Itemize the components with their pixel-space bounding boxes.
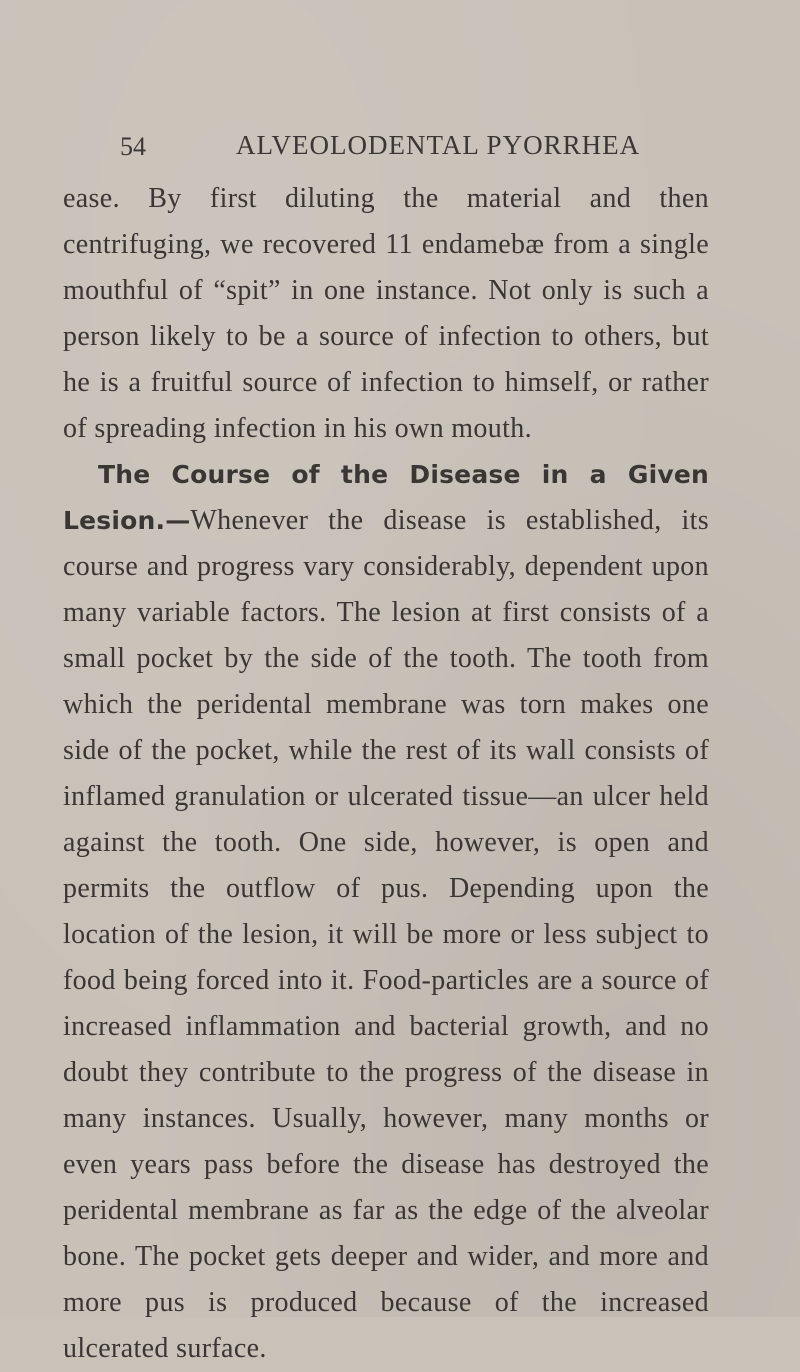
- section-heading: The Course of the Disease in a Given Lesion.—: [63, 460, 709, 535]
- running-title: ALVEOLODENTAL PYORRHEA: [236, 130, 641, 160]
- body-text: [63, 176, 709, 1372]
- page-number: 54: [120, 132, 146, 161]
- running-head: [120, 128, 740, 164]
- paragraph-2: [63, 452, 709, 1372]
- paragraph-2-text: Whenever the disease is established, its course and progress vary considerably, dependent upon many variable factors. The lesion at first consists of a small pocket by the side of the tooth. The tooth from which the peridental membrane was torn makes one side of the pocket, while the rest of its wall consists of inflamed granulation or ulcerated tissue—an ulcer held against the tooth. One side, however, is open and permits the outflow of pus. Depending upon the location of the lesion, it will be more or less subject to food being forced into it. Food-particles are a source of increased inflammation and bacterial growth, and no doubt they contribute to the progress of the disease in many instances. Usually, however, many months or even years pass before the disease has destroyed the peridental membrane as far as the edge of the alveolar bone. The pocket gets deeper and wider, and more and more pus is produced because of the increased ulcerated surface.: [63, 505, 709, 1364]
- paragraph-1: ease. By first diluting the material and then centrifuging, we recovered 11 endamebæ from a single mouthful of “spit” in one instance. Not only is such a person likely to be a source of infection to others, but he is a fruitful source of infection to himself, or rather of spreading infection in his own mouth.: [63, 183, 709, 444]
